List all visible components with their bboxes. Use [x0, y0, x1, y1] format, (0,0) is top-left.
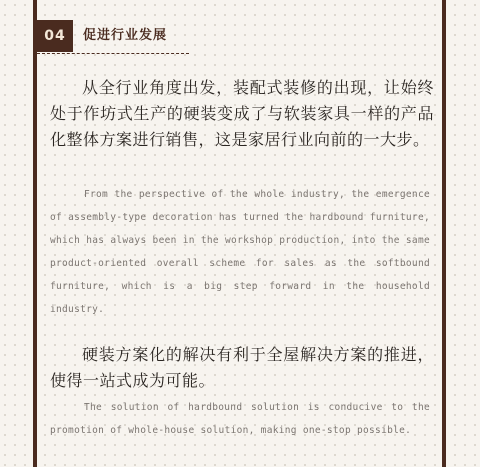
- paragraph-1-chinese: 从全行业角度出发，装配式装修的出现，让始终处于作坊式生产的硬装变成了与软装家具一样的产品化整体方案进行销售，这是家居行业向前的一大步。: [50, 78, 434, 149]
- section-header: [37, 20, 189, 52]
- paragraph-2-english: The solution of hardbound solution is conducive to the promotion of whole-house solution, making one-stop possible.: [50, 402, 430, 436]
- section-number-badge: 04: [37, 20, 73, 52]
- section-title: 促进行业发展: [83, 28, 168, 43]
- paragraph-1-english: From the perspective of the whole industry, the emergence of assembly-type decoration has turned the hardbound furniture, which has always been in the workshop production, into the same product-oriented overall scheme for sales as the softbound furniture, which is a big step forward in the household industry.: [50, 189, 430, 315]
- paragraph-2-chinese: 硬装方案化的解决有利于全屋解决方案的推进，使得一站式成为可能。: [50, 345, 434, 390]
- section-header-divider: [37, 53, 189, 54]
